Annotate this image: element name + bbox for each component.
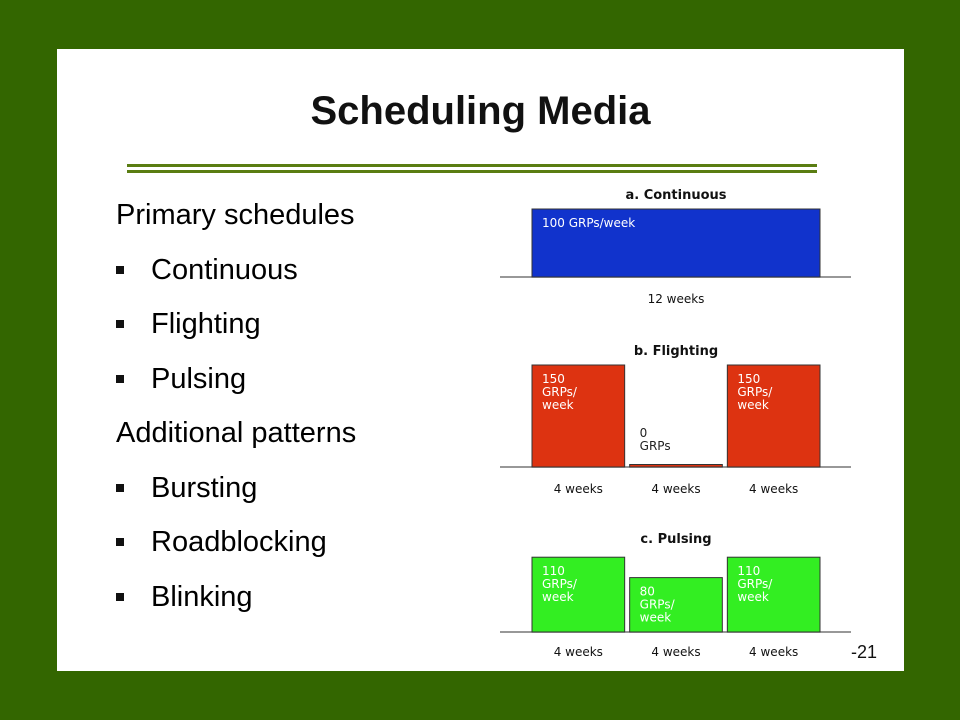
bullet-item-pulsing: Pulsing bbox=[116, 359, 356, 414]
c-pulsing-data-label-1: 110 GRPs/ week bbox=[542, 564, 577, 605]
c-pulsing-data-label-2: 80 GRPs/ week bbox=[639, 584, 675, 625]
square-bullet-icon bbox=[116, 375, 124, 383]
square-bullet-icon bbox=[116, 538, 124, 546]
slide bbox=[57, 49, 904, 671]
c-pulsing-tick-label-3: 4 weeks bbox=[749, 645, 799, 659]
square-bullet-icon bbox=[116, 484, 124, 492]
b-flighting-tick-label-1: 4 weeks bbox=[553, 482, 603, 496]
bullet-item-continuous: Continuous bbox=[116, 250, 356, 305]
c-pulsing-tick-label-1: 4 weeks bbox=[553, 645, 603, 659]
c-pulsing-tick-label-2: 4 weeks bbox=[651, 645, 701, 659]
bullet-item-roadblocking: Roadblocking bbox=[116, 522, 356, 577]
bullet-list bbox=[116, 195, 356, 631]
b-flighting-chart-title: b. Flighting bbox=[633, 344, 719, 359]
bullet-heading-primary: Primary schedules bbox=[116, 199, 355, 231]
b-flighting-tick-label-3: 4 weeks bbox=[749, 482, 799, 496]
bullet-item-blinking: Blinking bbox=[116, 577, 356, 632]
bullet-item-flighting: Flighting bbox=[116, 304, 356, 359]
square-bullet-icon bbox=[116, 593, 124, 601]
c-pulsing-chart-title: c. Pulsing bbox=[640, 532, 712, 547]
title-divider-bottom bbox=[127, 170, 817, 173]
b-flighting-tick-label-2: 4 weeks bbox=[651, 482, 701, 496]
a-continuous-tick-label-1: 12 weeks bbox=[647, 292, 705, 306]
page-number: -21 bbox=[850, 642, 877, 662]
b-flighting-data-label-2: 0 GRPs bbox=[639, 426, 671, 453]
square-bullet-icon bbox=[116, 266, 124, 274]
b-flighting-data-label-1: 150 GRPs/ week bbox=[542, 372, 577, 412]
bullet-heading-additional: Additional patterns bbox=[116, 417, 357, 449]
b-flighting-bar-2 bbox=[630, 465, 723, 468]
media-schedule-charts bbox=[500, 177, 852, 663]
a-continuous-data-label-1: 100 GRPs/week bbox=[542, 216, 636, 230]
title-divider-top bbox=[127, 164, 817, 167]
slide-title: Scheduling Media bbox=[310, 89, 651, 133]
a-continuous-chart-title: a. Continuous bbox=[625, 188, 727, 203]
square-bullet-icon bbox=[116, 320, 124, 328]
c-pulsing-data-label-3: 110 GRPs/ week bbox=[737, 564, 773, 605]
b-flighting-data-label-3: 150 GRPs/ week bbox=[737, 372, 773, 412]
bullet-item-bursting: Bursting bbox=[116, 468, 356, 523]
